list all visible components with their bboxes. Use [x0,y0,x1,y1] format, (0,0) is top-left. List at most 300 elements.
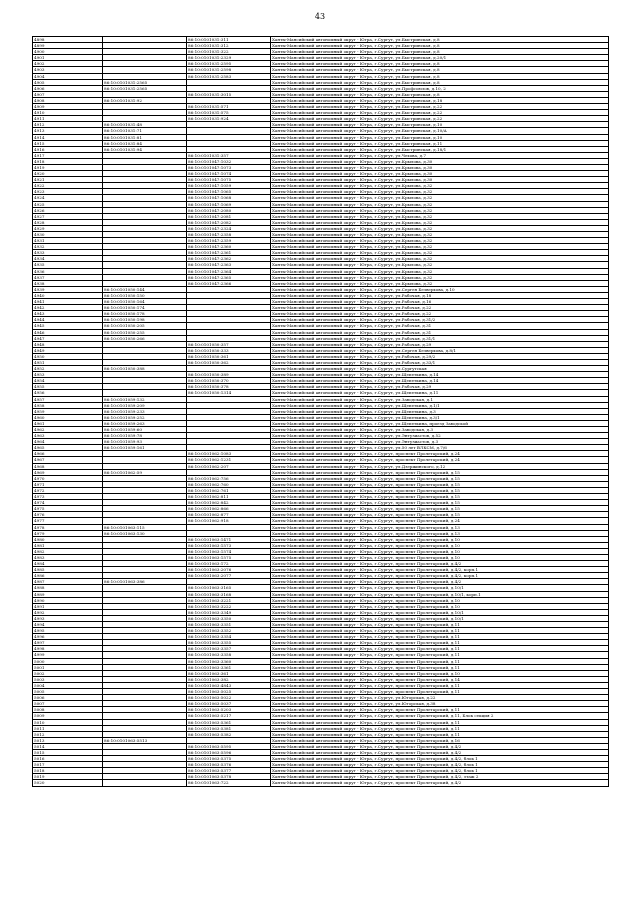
address-cell: Ханты-Мансийский автономный округ - Югра, г.Сургут, ул.Быстринская, д.22 [271,110,609,116]
building-cadastral-number-cell: 86:10:0101063:1471 [187,536,271,542]
page-number: 43 [314,12,326,21]
building-cadastral-number-cell: 86:10:0101063:1573 [187,542,271,548]
row-number-cell: 4992 [33,609,103,615]
address-cell: Ханты-Мансийский автономный округ - Югра, г.Сургут, ул.Рабочая, д.31 [271,323,609,329]
row-number-cell: 5001 [33,664,103,670]
building-cadastral-number-cell: 86:10:0101063:5203 [187,707,271,713]
row-number-cell: 4999 [33,652,103,658]
land-cadastral-number-cell: 86:10:0101031:94 [103,146,187,152]
address-cell: Ханты-Мансийский автономный округ - Югра, г.Сургут, ул.Профсоюзов, д.10, 2 [271,85,609,91]
building-cadastral-number-cell: 86:10:0101031:311 [187,37,271,43]
row-number-cell: 4953 [33,372,103,378]
address-cell: Ханты-Мансийский автономный округ - Югра, г.Сургут, проспект Пролетарский, д.15 [271,494,609,500]
address-cell: Ханты-Мансийский автономный округ - Югра, г.Сургут, ул.Быстринская, д.8 [271,49,609,55]
building-cadastral-number-cell: 86:10:0101047:2360 [187,244,271,250]
row-number-cell: 5017 [33,762,103,768]
address-cell: Ханты-Мансийский автономный округ - Югра, г.Сургут, ул.Крылова, д.32 [271,238,609,244]
address-cell: Ханты-Мансийский автономный округ - Югра, г.Сургут, проспект Пролетарский, д.11, Блок секция 2 [271,713,609,719]
building-cadastral-number-cell: 86:10:0101063:3350 [187,615,271,621]
row-number-cell: 4945 [33,323,103,329]
address-cell: Ханты-Мансийский автономный округ - Югра, г.Сургут, проспект Пролетарский, д.11 [271,646,609,652]
address-cell: Ханты-Мансийский автономный округ - Югра, г.Сургут, проспект Пролетарский, д.15 [271,469,609,475]
address-cell: Ханты-Мансийский автономный округ - Югра, г.Сургут, ул.Крылова, д.32 [271,232,609,238]
land-cadastral-number-cell: 86:10:0101059:263 [103,420,187,426]
row-number-cell: 4988 [33,585,103,591]
land-cadastral-number-cell: 86:10:0101063:115 [103,524,187,530]
row-number-cell: 4932 [33,244,103,250]
building-cadastral-number-cell: 86:10:0101063:5375 [187,756,271,762]
building-cadastral-number-cell: 86:10:0101063:5595 [187,743,271,749]
row-number-cell: 4920 [33,171,103,177]
row-number-cell: 4994 [33,622,103,628]
building-cadastral-number-cell: 86:10:0101062:918 [187,518,271,524]
building-cadastral-number-cell: 86:10:0101063:5025 [187,689,271,695]
address-cell: Ханты-Мансийский автономный округ - Югра, г.Сургут, ул.Крылова, д.30 [271,171,609,177]
building-cadastral-number-cell: 86:10:0101031:2583 [187,73,271,79]
address-cell: Ханты-Мансийский автономный округ - Югра, г.Сургут, ул.Быстринская, д.8 [271,43,609,49]
building-cadastral-number-cell: 86:10:0101062:756 [187,475,271,481]
address-cell: Ханты-Мансийский автономный округ - Югра, г.Сургут, проспект Пролетарский, д.11 [271,707,609,713]
building-cadastral-number-cell: 86:10:0101050:357 [187,341,271,347]
row-number-cell: 5006 [33,695,103,701]
address-cell: Ханты-Мансийский автономный округ - Югра, г.Сургут, проспект Пролетарский, д.24 [271,451,609,457]
address-cell: Ханты-Мансийский автономный округ - Югра, г.Сургут, ул.Быстринская, д.8 [271,67,609,73]
building-cadastral-number-cell: 86:10:0101047:2082 [187,219,271,225]
address-cell: Ханты-Мансийский автономный округ - Югра, г.Сургут, ул.Крылова, д.32 [271,213,609,219]
row-number-cell: 4899 [33,43,103,49]
address-cell: Ханты-Мансийский автономный округ - Югра, г.Сургут, проспект Пролетарский, д.11 [271,658,609,664]
address-cell: Ханты-Мансийский автономный округ - Югра, г.Сургут, ул.Крылова, д.32 [271,262,609,268]
land-cadastral-number-cell: 86:10:0101050:388 [103,366,187,372]
building-cadastral-number-cell: 86:10:0101050:361 [187,353,271,359]
row-number-cell: 5012 [33,731,103,737]
building-cadastral-number-cell: 86:10:0101047:2080 [187,207,271,213]
row-number-cell: 4986 [33,573,103,579]
row-number-cell: 4987 [33,579,103,585]
land-cadastral-number-cell: 86:10:0101050:144 [103,286,187,292]
address-cell: Ханты-Мансийский автономный округ - Югра, г.Сургут, ул.Рабочая, д.29 [271,384,609,390]
row-number-cell: 4965 [33,445,103,451]
address-cell: Ханты-Мансийский автономный округ - Югра, г.Сургут, ул.Крылова, д.32 [271,201,609,207]
row-number-cell: 4959 [33,408,103,414]
table-body [33,37,609,787]
address-cell: Ханты-Мансийский автономный округ - Югра, г.Сургут, ул.Быстринская, д.20/1 [271,55,609,61]
address-cell: Ханты-Мансийский автономный округ - Югра, г.Сургут, проспект Пролетарский, д.15 [271,475,609,481]
address-cell: Ханты-Мансийский автономный округ - Югра, г.Сургут, проспект Пролетарский, д.4/2, блок 1 [271,768,609,774]
building-cadastral-number-cell: 86:10:0101047:1065 [187,189,271,195]
building-cadastral-number-cell: 86:10:0101063:3361 [187,664,271,670]
address-cell: Ханты-Мансийский автономный округ - Югра, г.Сургут, ул.Сергея Безверхова, д.10 [271,286,609,292]
building-cadastral-number-cell: 86:10:0101031:2598 [187,67,271,73]
land-cadastral-number-cell: 86:10:0101059:252 [103,414,187,420]
building-cadastral-number-cell: 86:10:0101063:3222 [187,603,271,609]
address-cell: Ханты-Мансийский автономный округ - Югра, г.Сургут, проспект Пролетарский, д.24 [271,457,609,463]
address-cell: Ханты-Мансийский автономный округ - Югра, г.Сургут, проспект Пролетарский, д.13 [271,530,609,536]
address-cell: Ханты-Мансийский автономный округ - Югра, г.Сургут, проспект Пролетарский, д.4/2, этаж 2 [271,774,609,780]
row-number-cell: 4911 [33,116,103,122]
row-number-cell: 4935 [33,262,103,268]
row-number-cell: 4904 [33,73,103,79]
row-number-cell: 4962 [33,427,103,433]
address-cell: Ханты-Мансийский автономный округ - Югра, г.Сургут, проспект Пролетарский, д.10 [271,548,609,554]
address-cell: Ханты-Мансийский автономный округ - Югра, г.Сургут, ул.Крылова, д.32 [271,225,609,231]
address-cell: Ханты-Мансийский автономный округ - Югра, г.Сургут, ул.Заводская, д.3 [271,427,609,433]
row-number-cell: 4971 [33,481,103,487]
land-cadastral-number-cell: 86:10:0101050:150 [103,292,187,298]
row-number-cell: 5000 [33,658,103,664]
address-cell: Ханты-Мансийский автономный округ - Югра, г.Сургут, проспект Пролетарский, д.16 [271,737,609,743]
building-cadastral-number-cell: 86:10:0101063:3358 [187,652,271,658]
row-number-cell: 4985 [33,567,103,573]
land-cadastral-number-cell: 86:10:0101050:198 [103,317,187,323]
row-number-cell: 4979 [33,530,103,536]
row-number-cell: 5016 [33,756,103,762]
address-cell: Ханты-Мансийский автономный округ - Югра, г.Сургут, ул.Быстринская, д.10 [271,134,609,140]
address-cell: Ханты-Мансийский автономный округ - Югра, г.Сургут, ул.Рабочая, д.16 [271,299,609,305]
building-cadastral-number-cell: 86:10:0101050:370 [187,378,271,384]
address-cell: Ханты-Мансийский автономный округ - Югра, г.Сургут, ул.Щепеткина, д.3 [271,408,609,414]
row-number-cell: 4956 [33,390,103,396]
row-number-cell: 4960 [33,414,103,420]
land-cadastral-number-cell: 86:10:0101059:132 [103,396,187,402]
address-cell: Ханты-Мансийский автономный округ - Югра, г.Сургут, ул.Сергея Безверхова, д.8/1 [271,347,609,353]
row-number-cell: 4944 [33,317,103,323]
address-cell: Ханты-Мансийский автономный округ - Югра, г.Сургут, проспект Пролетарский, д.10/1 [271,609,609,615]
row-number-cell: 4997 [33,640,103,646]
row-number-cell: 4914 [33,134,103,140]
land-cadastral-number-cell: 86:10:0101050:174 [103,305,187,311]
row-number-cell: 4974 [33,500,103,506]
building-cadastral-number-cell: 86:10:0101062:761 [187,487,271,493]
building-cadastral-number-cell: 86:10:0101063:2077 [187,573,271,579]
row-number-cell: 4990 [33,597,103,603]
address-cell: Ханты-Мансийский автономный округ - Югра, г.Сургут, ул.Дзержинского, д.12 [271,463,609,469]
row-number-cell: 4977 [33,518,103,524]
row-number-cell: 4970 [33,475,103,481]
row-number-cell: 4995 [33,628,103,634]
address-cell: Ханты-Мансийский автономный округ - Югра, г.Сургут, проспект Пролетарский, д.11 [271,664,609,670]
address-cell: Ханты-Мансийский автономный округ - Югра, г.Сургут, проспект Пролетарский, д.10 [271,536,609,542]
address-cell: Ханты-Мансийский автономный округ - Югра, г.Сургут, ул.Быстринская, д.8 [271,73,609,79]
land-cadastral-number-cell: 86:10:0101050:164 [103,299,187,305]
row-number-cell: 4906 [33,85,103,91]
land-cadastral-number-cell: 86:10:0101059:209 [103,402,187,408]
row-number-cell: 4908 [33,97,103,103]
row-number-cell: 4980 [33,536,103,542]
land-cadastral-number-cell: 86:10:0101031:81 [103,134,187,140]
row-number-cell: 4913 [33,128,103,134]
land-cadastral-number-cell: 86:10:0101063:386 [103,579,187,585]
row-number-cell: 4938 [33,280,103,286]
address-cell: Ханты-Мансийский автономный округ - Югра, г.Сургут, ул.Крылова, д.30 [271,177,609,183]
address-cell: Ханты-Мансийский автономный округ - Югра, г.Сургут, ул.Крылова, д.32 [271,274,609,280]
land-cadastral-number-cell: 86:10:0101050:266 [103,335,187,341]
row-number-cell: 4951 [33,359,103,365]
row-number-cell: 4903 [33,67,103,73]
address-cell: Ханты-Мансийский автономный округ - Югра, г.Сургут, ул.Чехова, д.7 [271,152,609,158]
building-cadastral-number-cell: 86:10:0101031:357 [187,152,271,158]
row-number-cell: 4925 [33,201,103,207]
row-number-cell: 5009 [33,713,103,719]
address-cell: Ханты-Мансийский автономный округ - Югра, г.Сургут, ул.Щепеткина, д.11 [271,390,609,396]
row-number-cell: 4998 [33,646,103,652]
land-cadastral-number-cell: 86:10:0101031:71 [103,128,187,134]
address-cell: Ханты-Мансийский автономный округ - Югра, г.Сургут, ул.Рабочая, д.22 [271,305,609,311]
row-number-cell: 4915 [33,140,103,146]
building-cadastral-number-cell: 86:10:0101062:811 [187,494,271,500]
row-number-cell: 4957 [33,396,103,402]
address-cell: Ханты-Мансийский автономный округ - Югра, г.Сургут, ул.Югорская, д.38 [271,701,609,707]
building-cadastral-number-cell: 86:10:0101050:378 [187,384,271,390]
address-cell: Ханты-Мансийский автономный округ - Югра, г.Сургут, проспект Пролетарский, д.10 [271,554,609,560]
building-cadastral-number-cell: 86:10:0101063:3355 [187,640,271,646]
row-number-cell: 4984 [33,561,103,567]
row-number-cell: 5019 [33,774,103,780]
building-cadastral-number-cell: 86:10:0101063:5037 [187,701,271,707]
row-number-cell: 4975 [33,506,103,512]
row-number-cell: 4949 [33,347,103,353]
address-cell: Ханты-Мансийский автономный округ - Югра, г.Сургут, проспект Пролетарский, д.4/2 [271,780,609,786]
row-number-cell: 4948 [33,341,103,347]
building-cadastral-number-cell: 86:10:0101063:5596 [187,749,271,755]
address-cell: Ханты-Мансийский автономный округ - Югра, г.Сургут, проспект Пролетарский, д.4/2, блок 1 [271,756,609,762]
row-number-cell: 5013 [33,737,103,743]
address-cell: Ханты-Мансийский автономный округ - Югра, г.Сургут, проспект Пролетарский, д.10 [271,542,609,548]
row-number-cell: 4973 [33,494,103,500]
row-number-cell: 4969 [33,469,103,475]
building-cadastral-number-cell: 86:10:0101031:575 [187,110,271,116]
address-cell: Ханты-Мансийский автономный округ - Югра, г.Сургут, ул.Крылова, д.32 [271,219,609,225]
building-cadastral-number-cell: 86:10:0101047:2358 [187,232,271,238]
building-cadastral-number-cell: 86:10:0101047:1074 [187,171,271,177]
row-number-cell: 4931 [33,238,103,244]
row-number-cell: 4934 [33,256,103,262]
row-number-cell: 5005 [33,689,103,695]
land-cadastral-number-cell: 86:10:0101050:255 [103,329,187,335]
row-number-cell: 4981 [33,542,103,548]
building-cadastral-number-cell: 86:10:0101063:5382 [187,731,271,737]
building-cadastral-number-cell: 86:10:0101063:5377 [187,768,271,774]
building-cadastral-number-cell: 86:10:0101063:3360 [187,658,271,664]
address-cell: Ханты-Мансийский автономный округ - Югра, г.Сургут, проспект Пролетарский, д.13 [271,524,609,530]
row-number-cell: 4898 [33,37,103,43]
building-cadastral-number-cell: 86:10:0101047:2366 [187,280,271,286]
address-cell: Ханты-Мансийский автономный округ - Югра, г.Сургут, проспект Пролетарский, д.15 [271,487,609,493]
registry-table [32,36,609,787]
building-cadastral-number-cell: 86:10:0101062:842 [187,500,271,506]
address-cell: Ханты-Мансийский автономный округ - Югра, г.Сургут, проспект Пролетарский, д.11 [271,725,609,731]
land-cadastral-number-cell: 86:10:0101031:2565 [103,85,187,91]
row-number-cell: 4916 [33,146,103,152]
address-cell: Ханты-Мансийский автономный округ - Югра, г.Сургут, проспект Пролетарский, д.10 [271,670,609,676]
address-cell: Ханты-Мансийский автономный округ - Югра, г.Сургут, ул.Крылова, д.32 [271,280,609,286]
row-number-cell: 4928 [33,219,103,225]
address-cell: Ханты-Мансийский автономный округ - Югра, г.Сургут, проспект Пролетарский, д.4/2 [271,749,609,755]
address-cell: Ханты-Мансийский автономный округ - Югра, г.Сургут, ул.Быстринская, д.22 [271,104,609,110]
land-cadastral-number-cell [103,780,187,786]
building-cadastral-number-cell: 86:10:0101031:322 [187,49,271,55]
land-cadastral-number-cell: 86:10:0101059:161 [103,445,187,451]
address-cell: Ханты-Мансийский автономный округ - Югра, г.Сургут, проспект Пролетарский, д.11 [271,689,609,695]
building-cadastral-number-cell: 86:10:0101050:1314 [187,390,271,396]
row-number-cell: 4976 [33,512,103,518]
address-cell: Ханты-Мансийский автономный округ - Югра, г.Сургут, проспект Пролетарский, д.15 [271,481,609,487]
building-cadastral-number-cell: 86:10:0101063:3351 [187,622,271,628]
address-cell: Ханты-Мансийский автономный округ - Югра, г.Сургут, проспект Пролетарский, д.15 [271,500,609,506]
row-number-cell: 4909 [33,104,103,110]
row-number-cell: 4924 [33,195,103,201]
building-cadastral-number-cell: 86:10:0101031:571 [187,104,271,110]
land-cadastral-number-cell: 86:10:0101059:60 [103,427,187,433]
row-number-cell: 4923 [33,189,103,195]
land-cadastral-number-cell: 86:10:0101059:93 [103,439,187,445]
building-cadastral-number-cell: 86:10:0101063:382 [187,676,271,682]
address-cell: Ханты-Мансийский автономный округ - Югра, г.Сургут, проспект Пролетарский, д.10/1 [271,585,609,591]
address-cell: Ханты-Мансийский автономный округ - Югра, г.Сургут, ул.Крылова, д.32 [271,256,609,262]
building-cadastral-number-cell: 86:10:0101063:1574 [187,548,271,554]
address-cell: Ханты-Мансийский автономный округ - Югра, г.Сургут, ул.Рабочая, д.22 [271,311,609,317]
address-cell: Ханты-Мансийский автономный округ - Югра, г.Сургут, ул.Быстринская, д.18/1 [271,146,609,152]
building-cadastral-number-cell: 86:10:0101062:207 [187,463,271,469]
building-cadastral-number-cell: 86:10:0101063:3354 [187,634,271,640]
address-cell: Ханты-Мансийский автономный округ - Югра, г.Сургут, ул.Сургутская [271,366,609,372]
row-number-cell: 4966 [33,451,103,457]
building-cadastral-number-cell: 86:10:0101062:1231 [187,457,271,463]
address-cell: Ханты-Мансийский автономный округ - Югра, г.Сургут, ул.Рабочая, д.31/2 [271,317,609,323]
address-cell: Ханты-Мансийский автономный округ - Югра, г.Сургут, ул.Рабочая, д.31 [271,329,609,335]
building-cadastral-number-cell: 86:10:0101047:1068 [187,195,271,201]
address-cell: Ханты-Мансийский автономный округ - Югра, г.Сургут, ул.Быстринская, д.22 [271,116,609,122]
row-number-cell: 5003 [33,676,103,682]
address-cell: Ханты-Мансийский автономный округ - Югра, г.Сургут, проспект Пролетарский, д.11 [271,731,609,737]
address-cell: Ханты-Мансийский автономный округ - Югра, г.Сургут, ул.Быстринская, д.8 [271,37,609,43]
row-number-cell: 5018 [33,768,103,774]
row-number-cell: 4900 [33,49,103,55]
address-cell: Ханты-Мансийский автономный округ - Югра, г.Сургут, ул.Крылова, д.32 [271,250,609,256]
row-number-cell: 5004 [33,682,103,688]
building-cadastral-number-cell: 86:10:0101047:2363 [187,262,271,268]
building-cadastral-number-cell: 86:10:0101063:5361 [187,719,271,725]
row-number-cell: 4996 [33,634,103,640]
building-cadastral-number-cell: 86:10:0101047:1059 [187,183,271,189]
row-number-cell: 4910 [33,110,103,116]
address-cell: Ханты-Мансийский автономный округ - Югра, г.Сургут, проспект Пролетарский, д.4/2 [271,579,609,585]
row-number-cell: 4978 [33,524,103,530]
building-cadastral-number-cell: 86:10:0101047:2359 [187,238,271,244]
address-cell: Ханты-Мансийский автономный округ - Югра, г.Сургут, ул.50 лет ВЛКСМ, д.7/6 [271,445,609,451]
row-number-cell: 4929 [33,225,103,231]
address-cell: Ханты-Мансийский автономный округ - Югра, г.Сургут, проспект Пролетарский, д.11 [271,652,609,658]
row-number-cell: 4972 [33,487,103,493]
building-cadastral-number-cell: 86:10:0101062:760 [187,481,271,487]
building-cadastral-number-cell: 86:10:0101063:3221 [187,597,271,603]
building-cadastral-number-cell: 86:10:0101063:5381 [187,725,271,731]
row-number-cell: 4961 [33,420,103,426]
land-cadastral-number-cell: 86:10:0101031:2565 [103,79,187,85]
address-cell: Ханты-Мансийский автономный округ - Югра, г.Сургут, проспект Пролетарский, д.4/2, корп.1 [271,567,609,573]
building-cadastral-number-cell: 86:10:0101063:3349 [187,609,271,615]
row-number-cell: 4907 [33,91,103,97]
row-number-cell: 5014 [33,743,103,749]
address-cell: Ханты-Мансийский автономный округ - Югра, г.Сургут, ул.Быстринская, д.8 [271,91,609,97]
land-cadastral-number-cell: 86:10:0101031:84 [103,140,187,146]
address-cell: Ханты-Мансийский автономный округ - Югра, г.Сургут, ул.Щепеткина, д.3/1 [271,414,609,420]
address-cell: Ханты-Мансийский автономный округ - Югра, г.Сургут, ул.Крылова, д.32 [271,268,609,274]
building-cadastral-number-cell: 86:10:0101047:1032 [187,158,271,164]
land-cadastral-number-cell: 86:10:0101059:233 [103,408,187,414]
land-cadastral-number-cell: 86:10:0101063:130 [103,530,187,536]
address-cell: Ханты-Мансийский автономный округ - Югра, г.Сургут, ул.Быстринская, д.10 [271,122,609,128]
address-cell: Ханты-Мансийский автономный округ - Югра, г.Сургут, ул.Крылова, д.30 [271,164,609,170]
building-cadastral-number-cell: 86:10:0101063:3352 [187,628,271,634]
address-cell: Ханты-Мансийский автономный округ - Югра, г.Сургут, проспект Пролетарский, д.11 [271,640,609,646]
address-cell: Ханты-Мансийский автономный округ - Югра, г.Сургут, проспект Пролетарский, д.10/1 [271,615,609,621]
address-cell: Ханты-Мансийский автономный округ - Югра, г.Сургут, ул.Быстринская, д.11 [271,140,609,146]
building-cadastral-number-cell: 86:10:0101063:172 [187,561,271,567]
row-number-cell: 4930 [33,232,103,238]
row-number-cell: 4905 [33,79,103,85]
building-cadastral-number-cell: 86:10:0101047:2365 [187,274,271,280]
address-cell: Ханты-Мансийский автономный округ - Югра, г.Сургут, проспект Пролетарский, д.4/2, блок 1 [271,762,609,768]
building-cadastral-number-cell: 86:10:0101063:2076 [187,567,271,573]
address-cell: Ханты-Мансийский автономный округ - Югра, г.Сургут, ул.Быстринская, д.10/А [271,128,609,134]
row-number-cell: 4941 [33,299,103,305]
row-number-cell: 4927 [33,213,103,219]
row-number-cell: 4921 [33,177,103,183]
address-cell: Ханты-Мансийский автономный округ - Югра, г.Сургут, ул.Югорская, д.22 [271,695,609,701]
building-cadastral-number-cell: 86:10:0101047:2081 [187,213,271,219]
row-number-cell: 4939 [33,286,103,292]
row-number-cell: 5010 [33,719,103,725]
row-number-cell: 5008 [33,707,103,713]
row-number-cell: 4901 [33,55,103,61]
address-cell: Ханты-Мансийский автономный округ - Югра, г.Сургут, ул.Быстринская, д.8 [271,79,609,85]
row-number-cell: 4937 [33,274,103,280]
row-number-cell: 4968 [33,463,103,469]
building-cadastral-number-cell: 86:10:0101063:361 [187,670,271,676]
row-number-cell: 4912 [33,122,103,128]
address-cell: Ханты-Мансийский автономный округ - Югра, г.Сургут, проспект Пролетарский, д.4/2, корп.1 [271,573,609,579]
address-cell: Ханты-Мансийский автономный округ - Югра, г.Сургут, ул.Крылова, д.32 [271,189,609,195]
building-cadastral-number-cell: 86:10:0101063:5022 [187,695,271,701]
address-cell: Ханты-Мансийский автономный округ - Югра, г.Сургут, ул.Рабочая, д.31/1 [271,335,609,341]
row-number-cell: 4958 [33,402,103,408]
building-cadastral-number-cell: 86:10:0101031:924 [187,116,271,122]
building-cadastral-number-cell: 86:10:0101063:1575 [187,554,271,560]
building-cadastral-number-cell: 86:10:0101063:3165 [187,585,271,591]
address-cell: Ханты-Мансийский автономный округ - Югра, г.Сургут, ул.Крылова, д.32 [271,207,609,213]
building-cadastral-number-cell: 86:10:0101031:2329 [187,55,271,61]
row-number-cell: 4936 [33,268,103,274]
row-number-cell: 4967 [33,457,103,463]
row-number-cell: 4946 [33,329,103,335]
address-cell: Ханты-Мансийский автономный округ - Югра, г.Сургут, ул.Крылова, д.32 [271,195,609,201]
land-cadastral-number-cell: 86:10:0101031:48 [103,122,187,128]
land-cadastral-number-cell: 86:10:0101063:5513 [103,737,187,743]
building-cadastral-number-cell: 86:10:0101031:312 [187,43,271,49]
row-number-cell: 4963 [33,433,103,439]
address-cell: Ханты-Мансийский автономный округ - Югра, г.Сургут, проспект Пролетарский, д.10 [271,597,609,603]
address-cell: Ханты-Мансийский автономный округ - Югра, г.Сургут, проспект Пролетарский, д.15 [271,512,609,518]
row-number-cell: 4918 [33,158,103,164]
address-cell: Ханты-Мансийский автономный округ - Югра, г.Сургут, проспект Пролетарский, д.11 [271,634,609,640]
row-number-cell: 4989 [33,591,103,597]
building-cadastral-number-cell: 86:10:0101063:4843 [187,682,271,688]
address-cell: Ханты-Мансийский автономный округ - Югра, г.Сургут, проспект Пролетарский, д.11 [271,719,609,725]
row-number-cell: 4952 [33,366,103,372]
row-number-cell: 4940 [33,292,103,298]
row-number-cell: 5011 [33,725,103,731]
